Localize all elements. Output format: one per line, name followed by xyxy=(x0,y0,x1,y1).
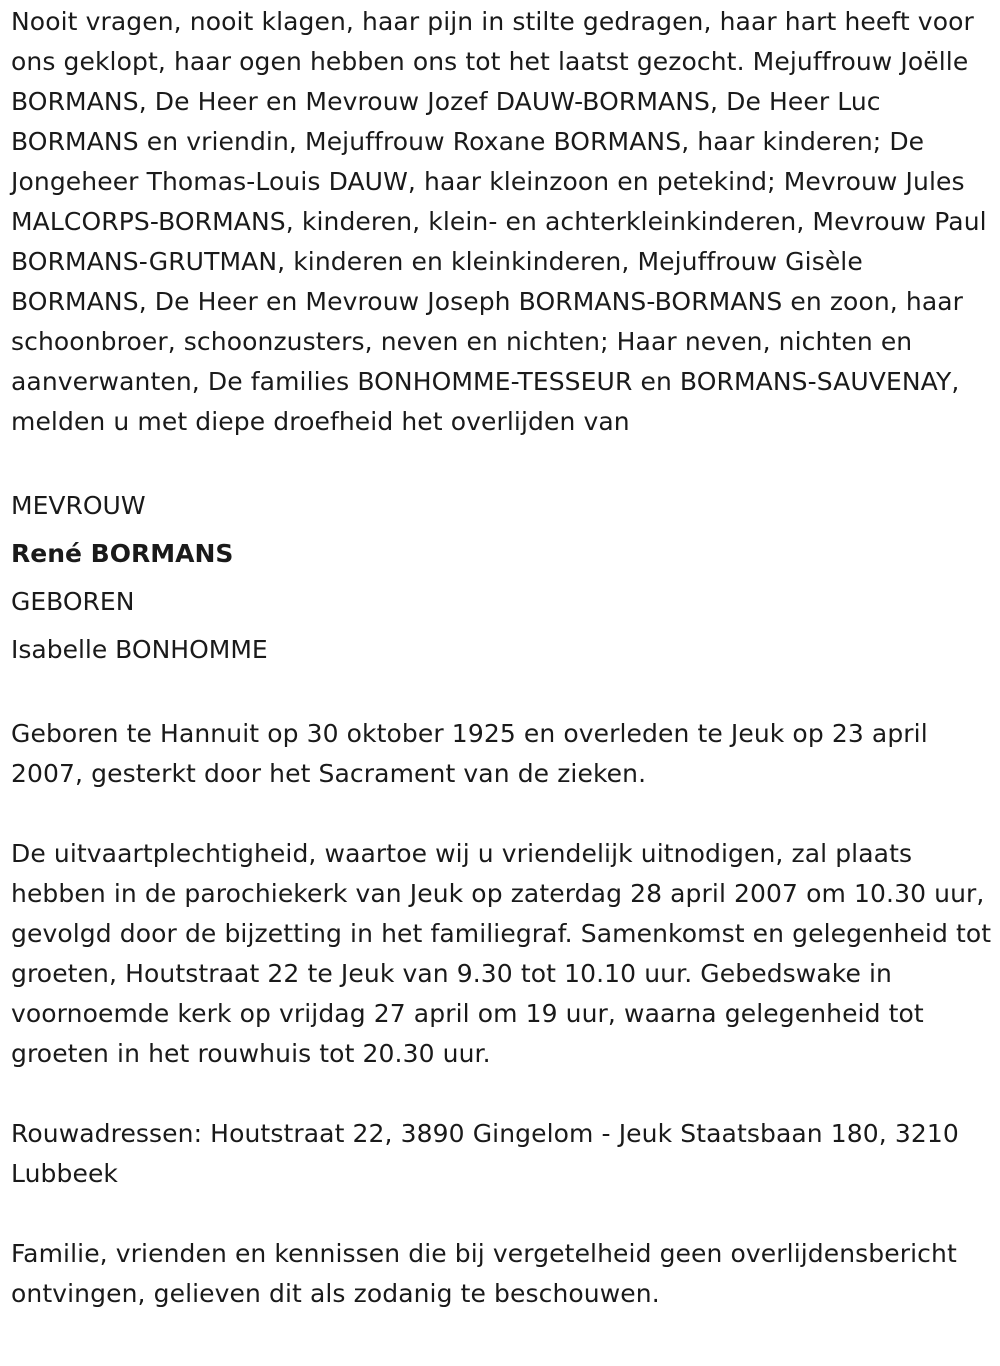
funeral-paragraph: De uitvaartplechtigheid, waartoe wij u vriendelijk uitnodigen, zal plaats hebben in de parochiekerk van Jeuk op zaterdag 28 april 2007 om 10.30 uur, gevolgd door de bijzetting in het familiegraf. Samenkomst en gelegenheid tot groeten, Houtstraat 22 te Jeuk van 9.30 tot 10.10 uur. Gebedswake in voornoemde kerk op vrijdag 27 april om 19 uur, waarna gelegenheid tot groeten in het rouwhuis tot 20.30 uur. xyxy=(11,839,992,1068)
obituary-document xyxy=(11,2,993,1314)
deceased-name: René BORMANS xyxy=(11,539,234,568)
birth-death-paragraph: Geboren te Hannuit op 30 oktober 1925 en overleden te Jeuk op 23 april 2007, gesterkt door het Sacrament van de zieken. xyxy=(11,719,928,788)
spacer xyxy=(11,1194,993,1234)
closing-paragraph: Familie, vrienden en kennissen die bij vergetelheid geen overlijdensbericht ontvingen, gelieven dit als zodanig te beschouwen. xyxy=(11,1239,957,1308)
birth-name: Isabelle BONHOMME xyxy=(11,635,268,664)
spacer xyxy=(11,674,993,714)
deceased-block xyxy=(11,482,993,674)
spacer xyxy=(11,442,993,482)
deceased-title: MEVROUW xyxy=(11,491,146,520)
spacer xyxy=(11,1074,993,1114)
born-label: GEBOREN xyxy=(11,587,135,616)
spacer xyxy=(11,794,993,834)
intro-paragraph: Nooit vragen, nooit klagen, haar pijn in stilte gedragen, haar hart heeft voor ons geklopt, haar ogen hebben ons tot het laatst gezocht. Mejuffrouw Joëlle BORMANS, De Heer en Mevrouw Jozef DAUW-BORMANS, De Heer Luc BORMANS en vriendin, Mejuffrouw Roxane BORMANS, haar kinderen; De Jongeheer Thomas-Louis DAUW, haar kleinzoon en petekind; Mevrouw Jules MALCORPS-BORMANS, kinderen, klein- en achterkleinkinderen, Mevrouw Paul BORMANS-GRUTMAN, kinderen en kleinkinderen, Mejuffrouw Gisèle BORMANS, De Heer en Mevrouw Joseph BORMANS-BORMANS en zoon, haar schoonbroer, schoonzusters, neven en nichten; Haar neven, nichten en aanverwanten, De families BONHOMME-TESSEUR en BORMANS-SAUVENAY, melden u met diepe droefheid het overlijden van xyxy=(11,7,987,436)
addresses-paragraph: Rouwadressen: Houtstraat 22, 3890 Gingelom - Jeuk Staatsbaan 180, 3210 Lubbeek xyxy=(11,1119,959,1188)
